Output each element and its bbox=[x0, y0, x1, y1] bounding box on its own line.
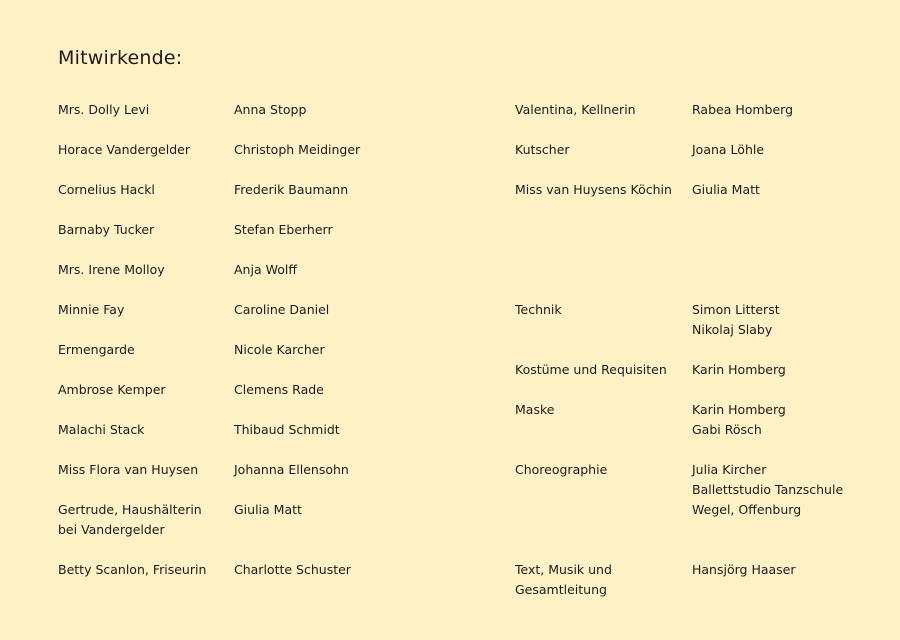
cast-actor: Anna Stopp bbox=[234, 102, 307, 117]
crew-names: Karin Homberg bbox=[692, 362, 786, 377]
cast-actor: Johanna Ellensohn bbox=[234, 462, 349, 477]
cast-actor: Giulia Matt bbox=[234, 502, 302, 517]
cast-role: Barnaby Tucker bbox=[58, 222, 155, 237]
spacer bbox=[515, 220, 685, 260]
crew-names: Hansjörg Haaser bbox=[692, 562, 796, 577]
spacer bbox=[515, 260, 685, 300]
cast-actor: Rabea Homberg bbox=[692, 102, 794, 117]
cast-actor: Joana Löhle bbox=[692, 142, 765, 157]
cast-actor: Clemens Rade bbox=[234, 382, 324, 397]
cast-role: Ambrose Kemper bbox=[58, 382, 166, 397]
cast-actor: Caroline Daniel bbox=[234, 302, 330, 317]
cast-role: Mrs. Irene Molloy bbox=[58, 262, 165, 277]
page-title: Mitwirkende: bbox=[58, 47, 183, 69]
crew-role: Technik bbox=[515, 302, 562, 317]
cast-actor: Charlotte Schuster bbox=[234, 562, 351, 577]
cast-role: Minnie Fay bbox=[58, 302, 125, 317]
crew-role: Maske bbox=[515, 402, 555, 417]
cast-actor: Nicole Karcher bbox=[234, 342, 325, 357]
cast-actors-column bbox=[234, 100, 404, 600]
cast-actor: Frederik Baumann bbox=[234, 182, 349, 197]
cast-actor: Anja Wolff bbox=[234, 262, 297, 277]
cast-role: Mrs. Dolly Levi bbox=[58, 102, 150, 117]
crew-names: Karin Homberg Gabi Rösch bbox=[692, 402, 786, 437]
spacer bbox=[692, 220, 892, 260]
spacer bbox=[692, 260, 892, 300]
cast-role: Valentina, Kellnerin bbox=[515, 102, 636, 117]
cast-actor: Thibaud Schmidt bbox=[234, 422, 340, 437]
cast-role: Miss Flora van Huysen bbox=[58, 462, 199, 477]
cast-role: Miss van Huysens Köchin bbox=[515, 182, 672, 197]
crew-role: Choreographie bbox=[515, 462, 608, 477]
cast-actor: Stefan Eberherr bbox=[234, 222, 333, 237]
cast-role: Betty Scanlon, Friseurin bbox=[58, 562, 207, 577]
crew-role: Kostüme und Requisiten bbox=[515, 362, 667, 377]
crew-names: Julia Kircher Ballettstudio Tanzschule Wegel, Offenburg bbox=[692, 462, 844, 517]
cast-actor: Christoph Meidinger bbox=[234, 142, 361, 157]
cast-role: Ermengarde bbox=[58, 342, 135, 357]
cast-role: Cornelius Hackl bbox=[58, 182, 155, 197]
cast-role: Kutscher bbox=[515, 142, 570, 157]
cast-role: Gertrude, Haushälterin bei Vandergelder bbox=[58, 502, 202, 537]
crew-names-column bbox=[692, 100, 892, 620]
cast-actor: Giulia Matt bbox=[692, 182, 760, 197]
cast-role: Malachi Stack bbox=[58, 422, 145, 437]
cast-roles-column bbox=[58, 100, 228, 600]
crew-roles-column bbox=[515, 100, 685, 620]
cast-role: Horace Vandergelder bbox=[58, 142, 190, 157]
crew-role: Text, Musik und Gesamtleitung bbox=[515, 562, 612, 597]
crew-names: Simon Litterst Nikolaj Slaby bbox=[692, 302, 780, 337]
